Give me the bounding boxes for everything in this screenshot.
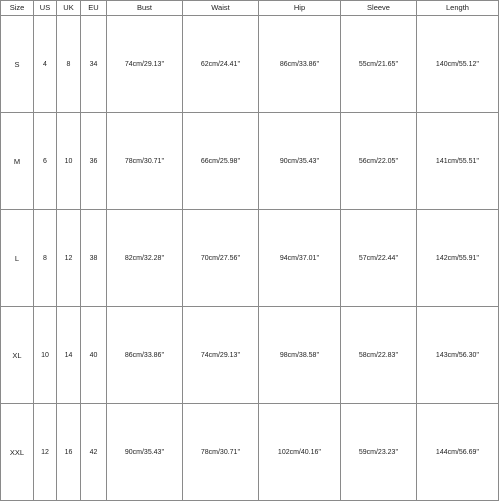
bust-cell: 82cm/32.28'' (107, 210, 183, 307)
uk-cell: 14 (57, 307, 81, 404)
hip-cell: 94cm/37.01'' (259, 210, 341, 307)
header-hip: Hip (259, 1, 341, 16)
hip-cell: 102cm/40.16'' (259, 404, 341, 501)
hip-cell: 86cm/33.86'' (259, 16, 341, 113)
bust-cell: 90cm/35.43'' (107, 404, 183, 501)
header-sleeve: Sleeve (341, 1, 417, 16)
bust-cell: 86cm/33.86'' (107, 307, 183, 404)
eu-cell: 38 (81, 210, 107, 307)
header-eu: EU (81, 1, 107, 16)
waist-cell: 70cm/27.56'' (183, 210, 259, 307)
length-cell: 144cm/56.69'' (417, 404, 499, 501)
bust-cell: 78cm/30.71'' (107, 113, 183, 210)
table-row (1, 113, 499, 210)
sleeve-cell: 57cm/22.44'' (341, 210, 417, 307)
sleeve-cell: 58cm/22.83'' (341, 307, 417, 404)
table-row (1, 307, 499, 404)
size-cell: XL (1, 307, 34, 404)
bust-cell: 74cm/29.13'' (107, 16, 183, 113)
header-waist: Waist (183, 1, 259, 16)
size-cell: XXL (1, 404, 34, 501)
header-size: Size (1, 1, 34, 16)
eu-cell: 42 (81, 404, 107, 501)
header-length: Length (417, 1, 499, 16)
table-row (1, 210, 499, 307)
eu-cell: 40 (81, 307, 107, 404)
us-cell: 10 (34, 307, 57, 404)
size-cell: L (1, 210, 34, 307)
header-row (1, 1, 499, 16)
eu-cell: 36 (81, 113, 107, 210)
us-cell: 12 (34, 404, 57, 501)
waist-cell: 78cm/30.71'' (183, 404, 259, 501)
table-row (1, 404, 499, 501)
size-cell: S (1, 16, 34, 113)
uk-cell: 8 (57, 16, 81, 113)
sleeve-cell: 56cm/22.05'' (341, 113, 417, 210)
us-cell: 8 (34, 210, 57, 307)
uk-cell: 12 (57, 210, 81, 307)
sleeve-cell: 55cm/21.65'' (341, 16, 417, 113)
eu-cell: 34 (81, 16, 107, 113)
length-cell: 140cm/55.12'' (417, 16, 499, 113)
uk-cell: 10 (57, 113, 81, 210)
us-cell: 6 (34, 113, 57, 210)
length-cell: 142cm/55.91'' (417, 210, 499, 307)
waist-cell: 74cm/29.13'' (183, 307, 259, 404)
hip-cell: 90cm/35.43'' (259, 113, 341, 210)
waist-cell: 66cm/25.98'' (183, 113, 259, 210)
sleeve-cell: 59cm/23.23'' (341, 404, 417, 501)
length-cell: 141cm/55.51'' (417, 113, 499, 210)
us-cell: 4 (34, 16, 57, 113)
header-bust: Bust (107, 1, 183, 16)
length-cell: 143cm/56.30'' (417, 307, 499, 404)
hip-cell: 98cm/38.58'' (259, 307, 341, 404)
waist-cell: 62cm/24.41'' (183, 16, 259, 113)
uk-cell: 16 (57, 404, 81, 501)
header-us: US (34, 1, 57, 16)
size-cell: M (1, 113, 34, 210)
header-uk: UK (57, 1, 81, 16)
table-row (1, 16, 499, 113)
